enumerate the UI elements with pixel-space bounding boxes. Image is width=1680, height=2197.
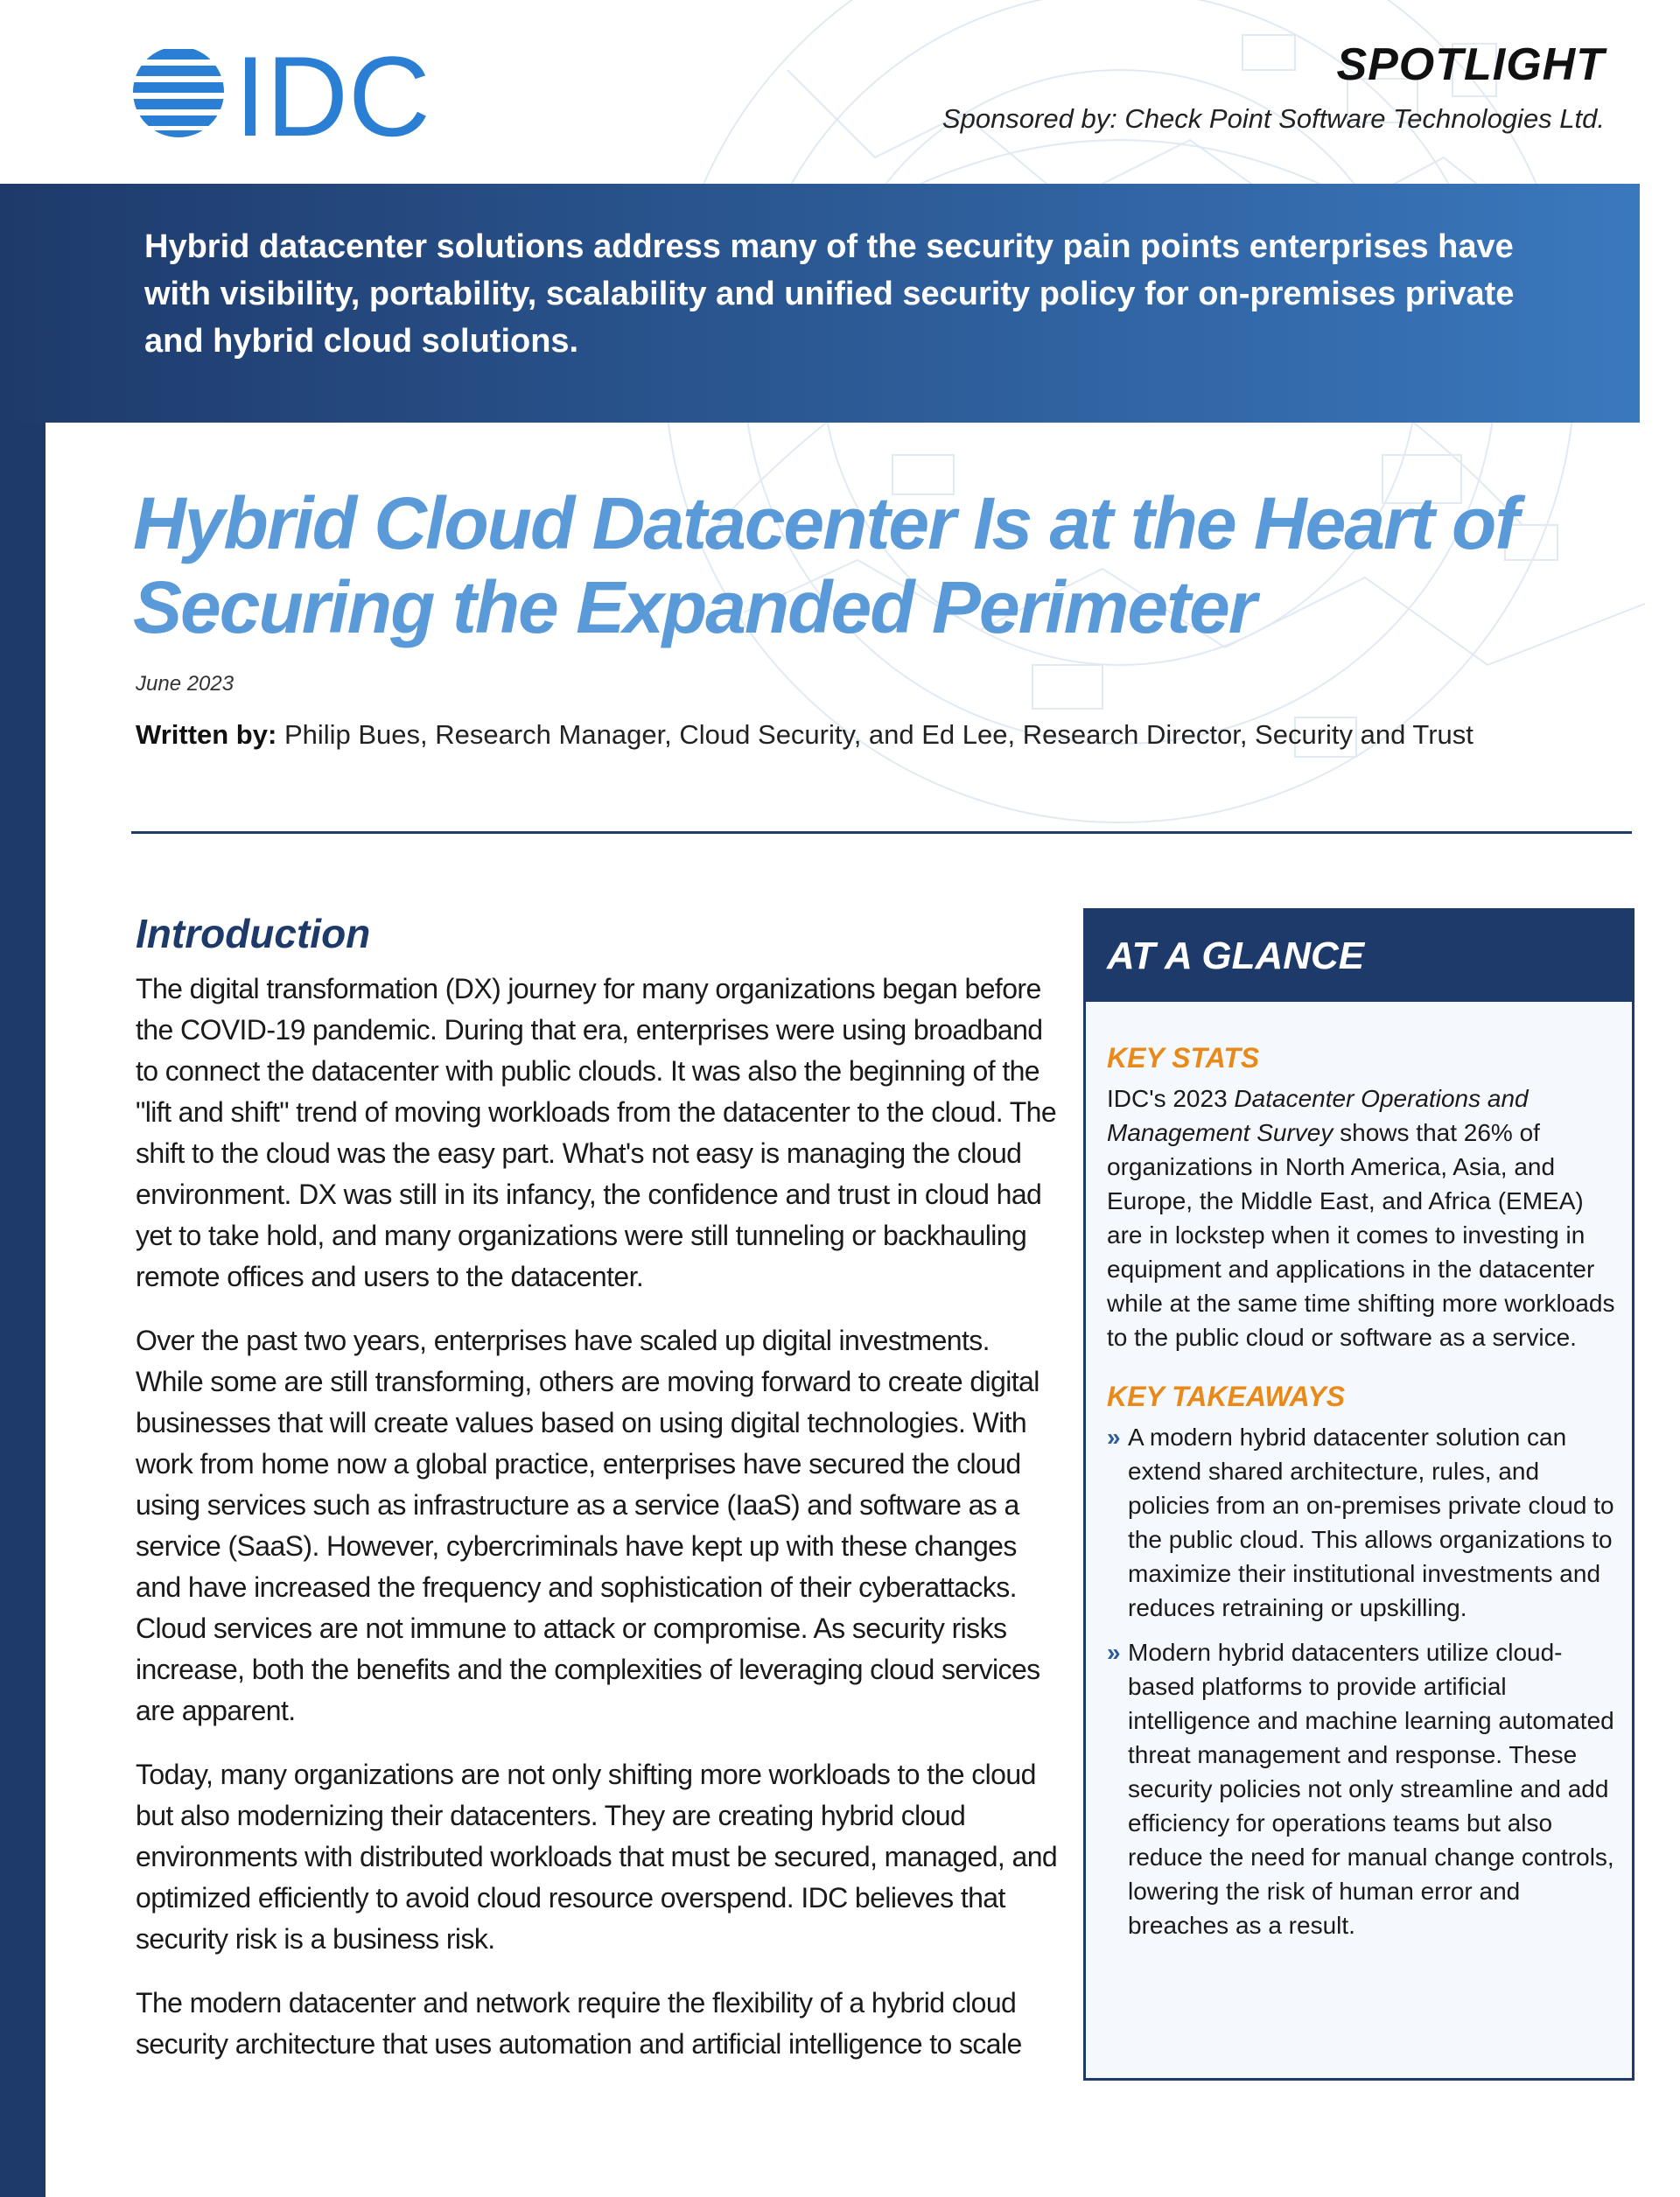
body-paragraph: Over the past two years, enterprises have scaled up digital investments. While some are still transforming, others are moving forward to create digital businesses that will create values based on using digital technologies. With work from home now a global practice, enterprises have secured the cloud using services such as infrastructure as a service (IaaS) and software as a service (SaaS). However, cybercriminals have kept up with these changes and have increased the frequency and sophistication of their cyberattacks. Cloud services are not immune to attack or compromise. As security risks increase, both the benefits and the complexities of leveraging cloud services are apparent. <box>136 1325 1040 1726</box>
at-a-glance-heading: AT A GLANCE <box>1086 911 1632 1002</box>
takeaways-list <box>1086 1420 1632 1942</box>
takeaway-text: Modern hybrid datacenters utilize cloud-based platforms to provide artificial intelligence and machine learning automated threat management and response. These security policies not only streamline and add efficiency for operations teams but also reduce the need for manual change controls, lowering the risk of human error and breaches as a result. <box>1128 1639 1614 1939</box>
summary-banner <box>0 184 1640 423</box>
takeaway-text: A modern hybrid datacenter solution can extend shared architecture, rules, and policies from an on-premises private cloud to the public cloud. This allows organizations to maximize their institutional investments and reduces retraining or upskilling. <box>1128 1424 1614 1621</box>
key-stats-post: shows that 26% of organizations in North America, Asia, and Europe, the Middle East, and Africa (EMEA) are in lockstep when it comes to investing in equipment and applications in the datacenter while at the same time shifting more workloads to the public cloud or software as a service. <box>1107 1119 1615 1351</box>
title-line-1: Hybrid Cloud Datacenter Is at the Heart of <box>133 482 1518 564</box>
byline-label: Written by: <box>136 719 277 750</box>
body-paragraph: Today, many organizations are not only shifting more workloads to the cloud but also modernizing their datacenters. They are creating hybrid cloud environments with distributed workloads that must be secured, managed, and optimized efficiently to avoid cloud resource overspend. IDC believes that security risk is a business risk. <box>136 1759 1058 1955</box>
body-paragraph: The digital transformation (DX) journey for many organizations began before the COVID-19 pandemic. During that era, enterprises were using broadband to connect the datacenter with public clouds. It was also the beginning of the "lift and shift" trend of moving workloads from the datacenter to the cloud. The shift to the cloud was the easy part. What's not easy is managing the cloud environment. DX was still in its infancy, the confidence and trust in cloud had yet to take hold, and many organizations were still tunneling or backhauling remote offices and users to the datacenter. <box>136 973 1057 1292</box>
doc-type-label: SPOTLIGHT <box>1336 39 1605 90</box>
body-paragraph: The modern datacenter and network require the flexibility of a hybrid cloud security architecture that uses automation and artificial intelligence to scale <box>136 1987 1022 2060</box>
sponsor-line: Sponsored by: Check Point Software Technologies Ltd. <box>942 103 1605 134</box>
key-stats-heading: KEY STATS <box>1107 1042 1260 1074</box>
list-item <box>1107 1420 1620 1625</box>
bullet-icon: » <box>1107 1639 1121 1666</box>
logo-text: IDC <box>234 42 430 143</box>
body-column <box>136 969 1059 2088</box>
left-accent-bar <box>0 184 46 2197</box>
survey-name: Datacenter Operations and Management Survey <box>1107 1085 1529 1146</box>
section-divider <box>131 831 1632 834</box>
bullet-icon: » <box>1107 1424 1121 1451</box>
key-stats-pre: IDC's 2023 <box>1107 1085 1235 1112</box>
key-takeaways-heading: KEY TAKEAWAYS <box>1107 1381 1346 1412</box>
key-stats-text <box>1107 1081 1618 1354</box>
banner-text: Hybrid datacenter solutions address many of the security pain points enterprises have with visibility, portability, scalability and unified security policy for on-premises private and hybrid cloud solutions. <box>144 228 1515 360</box>
list-item <box>1107 1635 1620 1942</box>
page-title <box>133 481 1533 649</box>
idc-logo <box>131 42 446 143</box>
at-a-glance-box <box>1083 908 1634 2081</box>
byline-authors: Philip Bues, Research Manager, Cloud Security, and Ed Lee, Research Director, Security and Trust <box>284 719 1474 750</box>
publish-date: June 2023 <box>136 672 234 696</box>
byline <box>136 719 1474 751</box>
introduction-heading: Introduction <box>136 911 371 956</box>
title-line-2: Securing the Expanded Perimeter <box>133 566 1256 648</box>
